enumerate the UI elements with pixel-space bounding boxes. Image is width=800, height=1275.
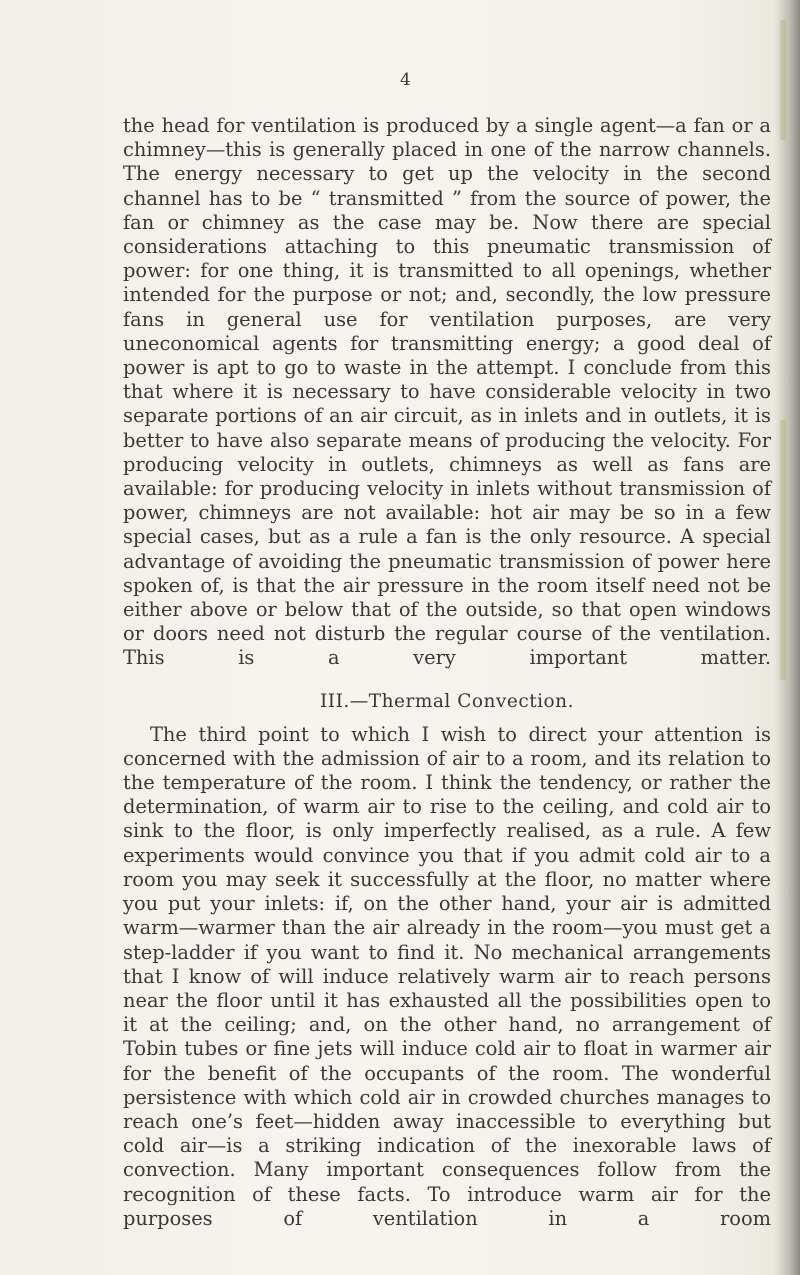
page-number: 4 (400, 70, 411, 90)
body-text (123, 114, 771, 1231)
page-edge-stain (780, 20, 786, 140)
paragraph-ventilation-transmission: the head for ventilation is produced by a single agent—a fan or a chimney—this is generally placed in one of the narrow channels. The energy necessary to get up the velocity in the second channel has to be “ transmitted ” from the source of power, the fan or chimney as the case may be. Now there are special considerations attaching to this pneumatic transmission of power: for one thing, it is transmitted to all openings, whether intended for the purpose or not; and, secondly, the low pressure fans in general use for ventilation purposes, are very uneconomical agents for transmitting energy; a good deal of power is apt to go to waste in the attempt. I conclude from this that where it is necessary to have considerable velocity in two separate portions of an air circuit, as in inlets and in outlets, it is better to have also separate means of producing the velocity. For producing velocity in outlets, chimneys as well as fans are available: for producing velocity in inlets without transmission of power, chimneys are not available: hot air may be so in a few special cases, but as a rule a fan is the only resource. A special advantage of avoiding the pneumatic transmission of power here spoken of, is that the air pressure in the room itself need not be either above or below that of the outside, so that open windows or doors need not disturb the regular course of the ventilation. This is a very important matter. (123, 114, 771, 670)
section-heading: III.—Thermal Convection. (320, 690, 574, 712)
page-edge-shadow (774, 0, 800, 1275)
page-edge-stain (780, 420, 786, 680)
paragraph-thermal-convection: The third point to which I wish to direct your attention is concerned with the admission of air to a room, and its relation to the temperature of the room. I think the tendency, or rather the determination, of warm air to rise to the ceiling, and cold air to sink to the floor, is only imperfectly realised, as a rule. A few experiments would convince you that if you admit cold air to a room you may seek it successfully at the floor, no matter where you put your inlets: if, on the other hand, your air is admitted warm—warmer than the air already in the room—you must get a step-ladder if you want to find it. No mechanical arrangements that I know of will induce relatively warm air to reach persons near the floor until it has exhausted all the possibilities open to it at the ceiling; and, on the other hand, no arrangement of Tobin tubes or fine jets will induce cold air to float in warmer air for the benefit of the occupants of the room. The wonderful persistence with which cold air in crowded churches manages to reach one’s feet—hidden away inaccessible to everything but cold air—is a striking indication of the inexorable laws of convection. Many important consequences follow from the recognition of these facts. To introduce warm air for the purposes of ventilation in a room (123, 722, 771, 1230)
